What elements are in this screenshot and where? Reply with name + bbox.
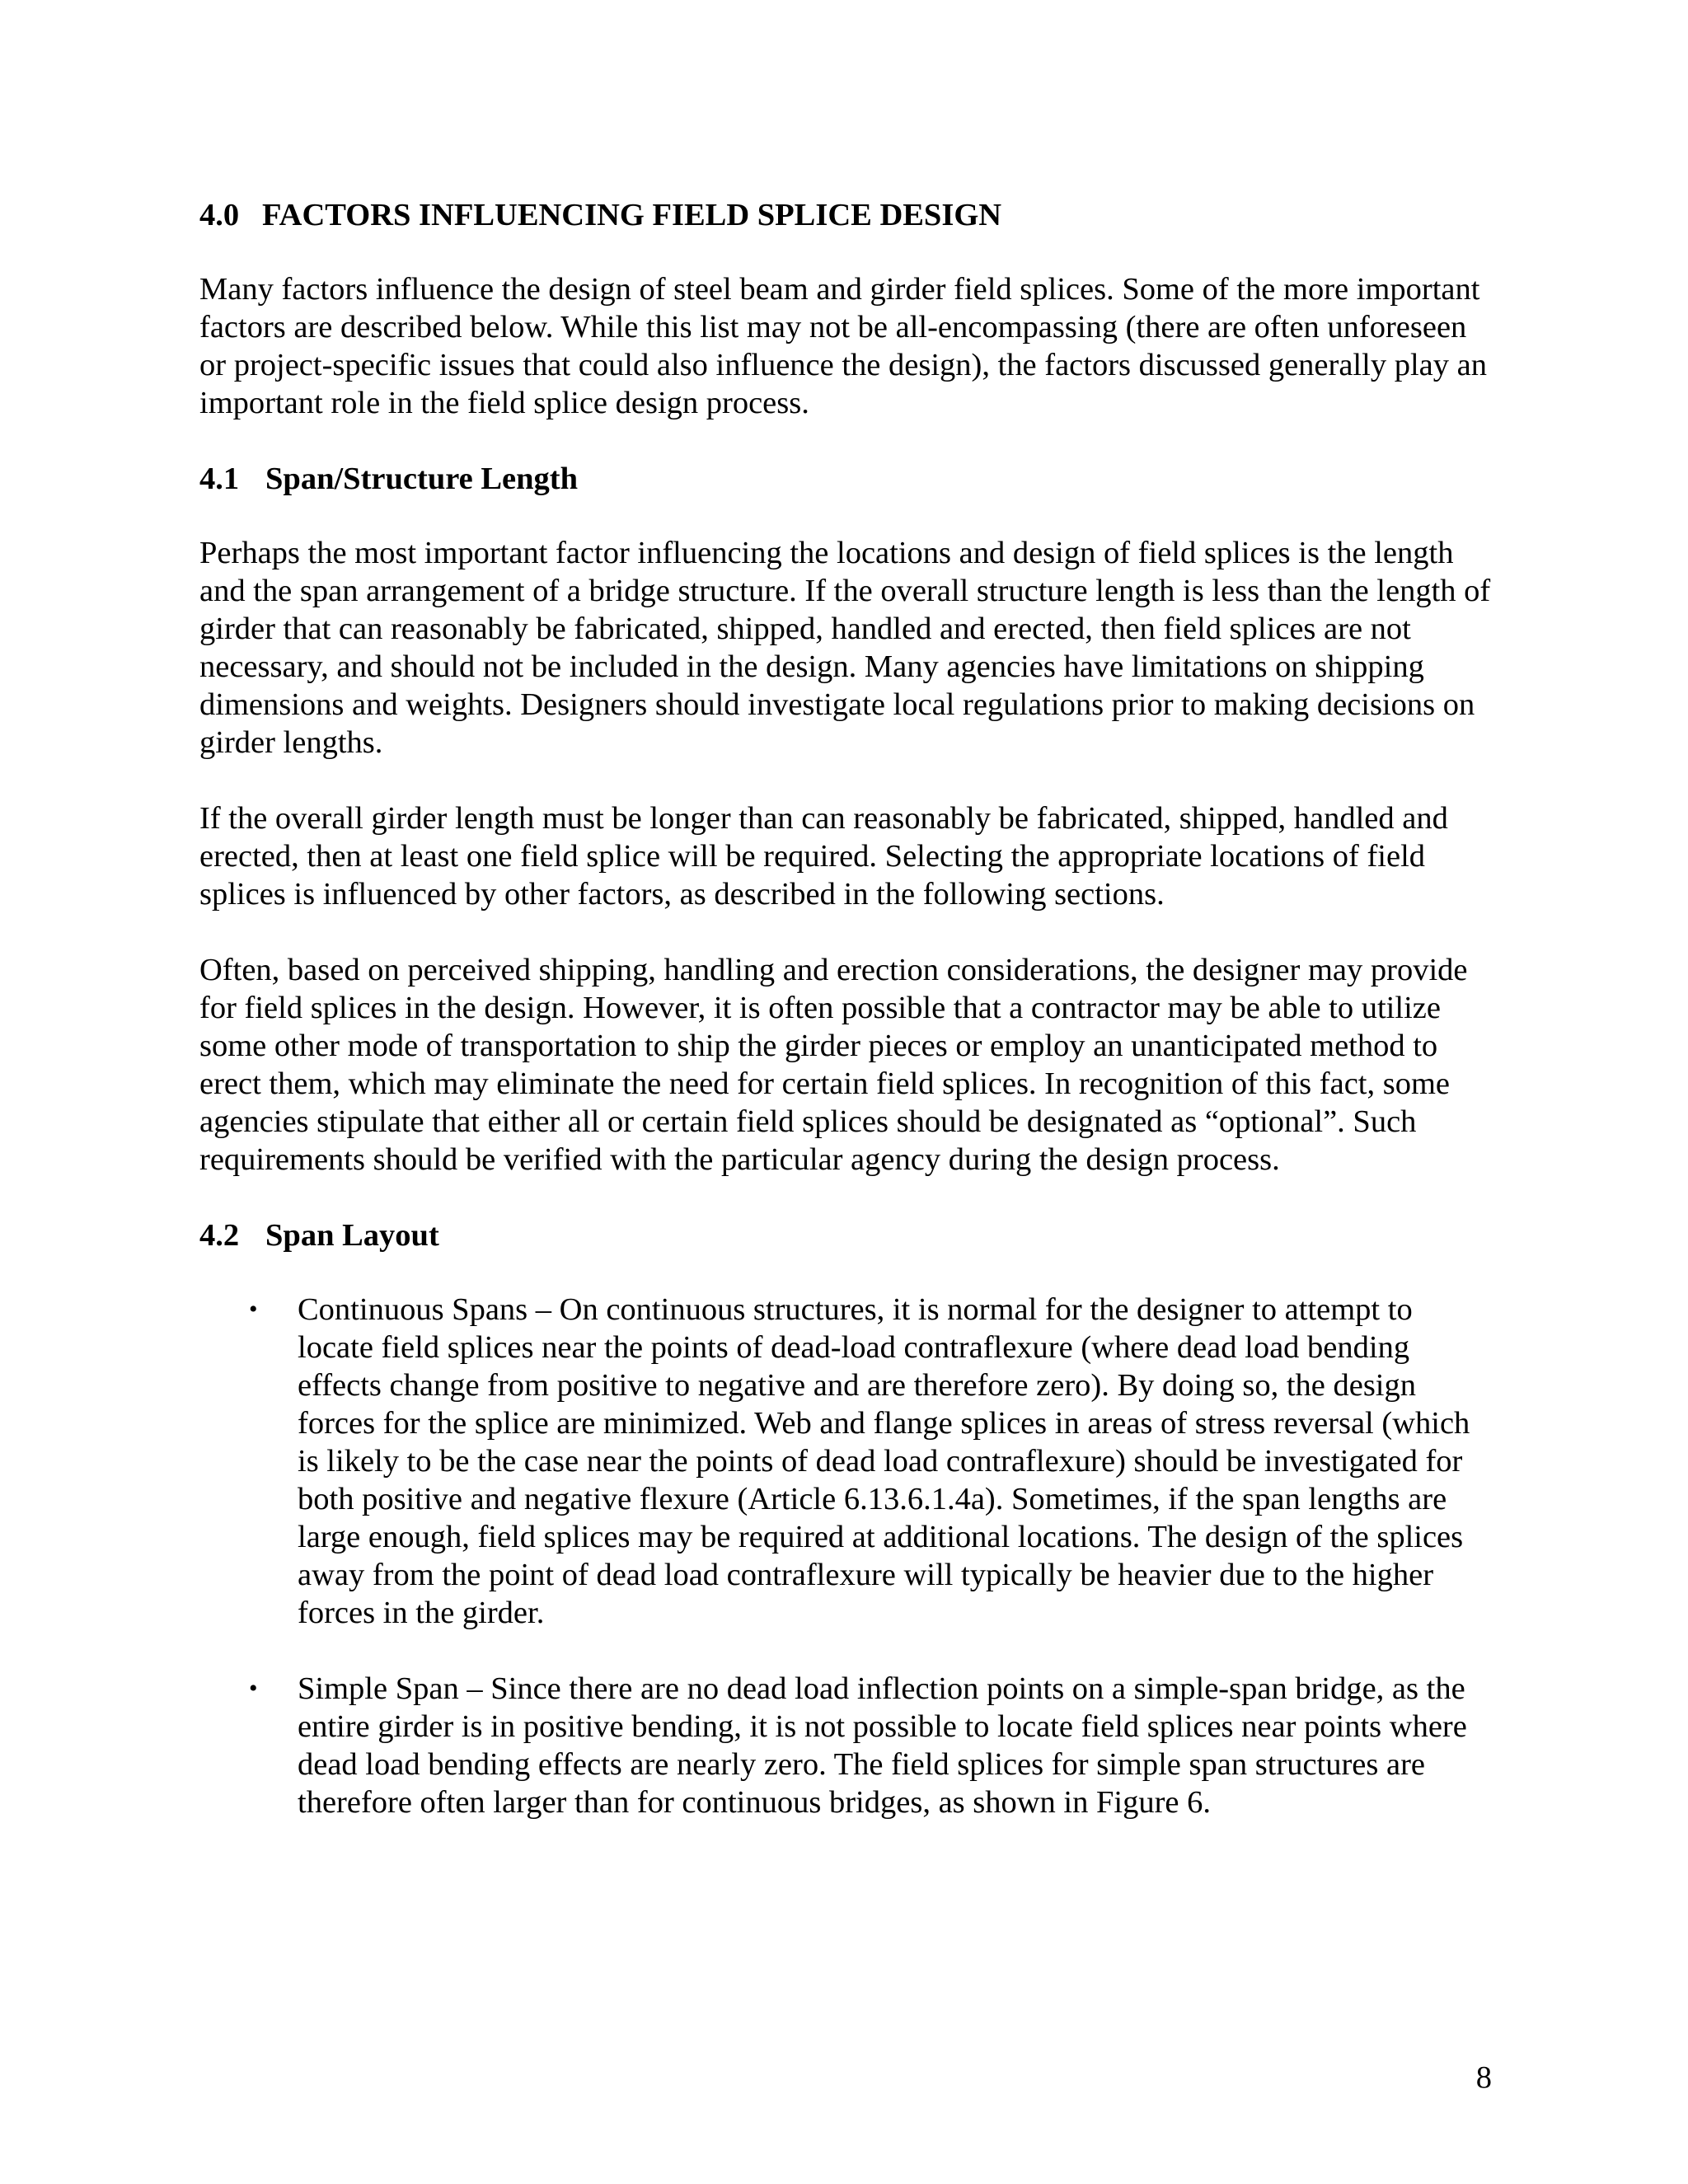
section-number: 4.2 [199,1218,240,1253]
list-item-text: Continuous Spans – On continuous structures, it is normal for the designer to attempt to locate field splices near the points of dead-load contraflexure (where dead load bending effects change from positive to negative and are therefore zero). By doing so, the design forces for the splice are minimized. Web and flange splices in areas of stress reversal (which is likely to be the case near the points of dead load contraflexure) should be investigated for both positive and negative flexure (Article 6.13.6.1.4a). Sometimes, if the span lengths are large enough, field splices may be required at additional locations. The design of the splices away from the point of dead load contraflexure will typically be heavier due to the higher forces in the girder. [298,1292,1470,1630]
page-content [199,196,1493,1821]
section-heading-4-2 [199,1216,1493,1254]
section-heading-4-1 [199,460,1493,498]
list-item [199,1291,1493,1632]
paragraph: If the overall girder length must be longer than can reasonably be fabricated, shipped, handled and erected, then at least one field splice will be required. Selecting the appropriate locations of field splices is influenced by other factors, as described in the following sections. [199,801,1448,912]
paragraph: Often, based on perceived shipping, handling and erection considerations, the designer may provide for field splices in the design. However, it is often possible that a contractor may be able to utilize some other mode of transportation to ship the girder pieces or employ an unanticipated method to erect them, which may eliminate the need for certain field splices. In recognition of this fact, some agencies stipulate that either all or certain field splices should be designated as “optional”. Such requirements should be verified with the particular agency during the design process. [199,953,1468,1177]
bullet-icon: • [249,1296,258,1323]
bullet-list [199,1291,1493,1821]
page-number: 8 [1475,2060,1492,2095]
section-title: Span Layout [265,1218,439,1253]
section-title: FACTORS INFLUENCING FIELD SPLICE DESIGN [262,198,1002,232]
list-item [199,1670,1493,1821]
section-number: 4.1 [199,462,240,496]
bullet-icon: • [249,1675,258,1702]
section-number: 4.0 [199,198,240,232]
section-heading-4-0 [199,196,1493,234]
paragraph: Perhaps the most important factor influencing the locations and design of field splices is the length and the span arrangement of a bridge structure. If the overall structure length is less than the length of girder that can reasonably be fabricated, shipped, handled and erected, then field splices are not necessary, and should not be included in the design. Many agencies have limitations on shipping dimensions and weights. Designers should investigate local regulations prior to making decisions on girder lengths. [199,536,1491,760]
section-title: Span/Structure Length [265,462,579,496]
paragraph: Many factors influence the design of steel beam and girder field splices. Some of the more important factors are described below. While this list may not be all-encompassing (there are often unforeseen or project-specific issues that could also influence the design), the factors discussed generally play an important role in the field splice design process. [199,272,1487,420]
list-item-text: Simple Span – Since there are no dead load inflection points on a simple-span bridge, as the entire girder is in positive bending, it is not possible to locate field splices near points where dead load bending effects are nearly zero. The field splices for simple span structures are therefore often larger than for continuous bridges, as shown in Figure 6. [298,1671,1467,1820]
